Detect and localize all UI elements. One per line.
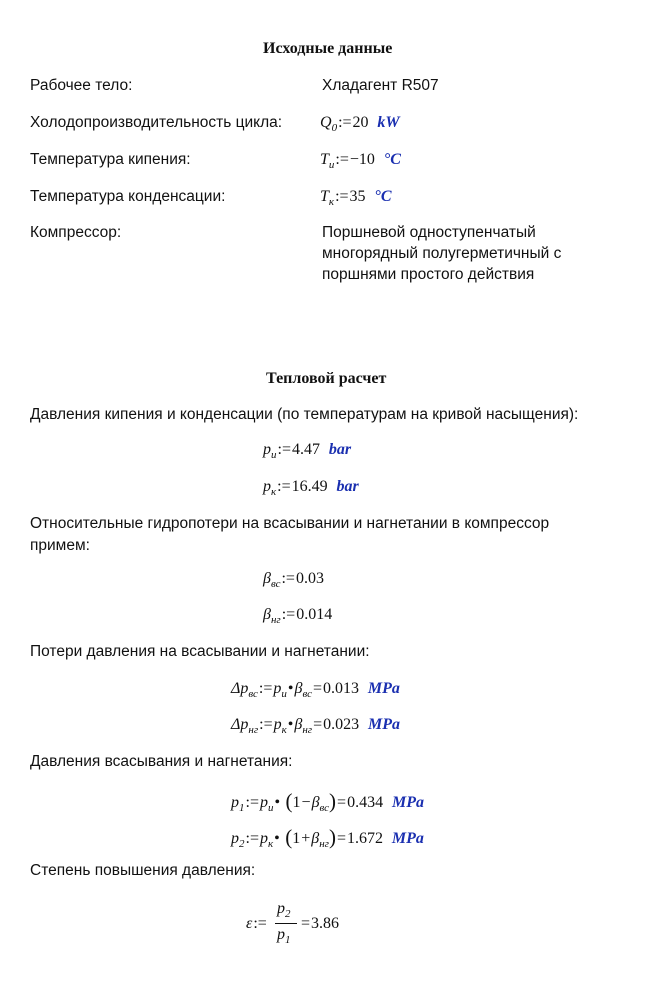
operand-b-sub: нг <box>302 724 313 736</box>
denominator-symbol: p <box>277 926 285 943</box>
compressor-line-3: поршнями простого действия <box>322 266 535 283</box>
subscript: вс <box>270 578 281 590</box>
assign-op: := <box>258 680 273 697</box>
paren-close: ) <box>328 825 336 849</box>
operand-a-sub: к <box>281 724 287 736</box>
value: 35 <box>349 188 366 205</box>
unit: °C <box>383 151 401 168</box>
denominator <box>277 926 291 944</box>
assign-op: := <box>281 570 295 587</box>
paragraph-suction-discharge: Давления всасывания и нагнетания: <box>30 753 293 770</box>
operand-a-sub: и <box>281 688 287 700</box>
unit: MPa <box>368 716 401 733</box>
symbol: p <box>231 794 239 811</box>
label-boiling-temp: Температура кипения: <box>30 151 191 168</box>
result: 1.672 <box>346 830 383 847</box>
assign-op: := <box>259 716 273 733</box>
equals-op: = <box>313 716 323 733</box>
assign-op: := <box>335 151 349 168</box>
subscript: нг <box>270 614 281 626</box>
eq-p1 <box>231 788 424 813</box>
symbol: Q <box>320 114 332 131</box>
eq-epsilon-lhs <box>246 915 268 933</box>
assign-op: := <box>277 441 291 458</box>
label-cooling-capacity: Холодопроизводительность цикла: <box>30 114 283 131</box>
calc-section-title: Тепловой расчет <box>266 370 387 387</box>
operand-b: β <box>311 830 320 847</box>
paragraph-pressure-loss: Потери давления на всасывании и нагнетании: <box>30 643 370 660</box>
symbol: T <box>320 188 329 205</box>
eq-pu <box>263 441 351 459</box>
subscript: вс <box>248 688 258 700</box>
symbol: p <box>231 830 239 847</box>
operand-a-sub: к <box>267 838 274 850</box>
equals-op: = <box>336 830 346 847</box>
paragraph-losses-line-1: Относительные гидропотери на всасывании и нагнетании в компрессор <box>30 515 550 532</box>
eq-beta-ng <box>263 606 332 624</box>
sign-op: + <box>301 830 311 847</box>
unit: kW <box>377 114 400 131</box>
symbol: ε <box>246 915 253 932</box>
operand-a: p <box>259 794 268 811</box>
compressor-line-2: многорядный полугерметичный с <box>322 245 562 262</box>
subscript: 0 <box>331 122 338 134</box>
unit: °C <box>374 188 392 205</box>
subscript: и <box>328 159 335 171</box>
value: 20 <box>352 114 369 131</box>
eq-epsilon-rhs <box>300 915 339 933</box>
result: 0.013 <box>323 680 359 697</box>
subscript: 2 <box>239 838 245 850</box>
symbol: p <box>263 478 271 495</box>
equals-op: = <box>301 915 311 932</box>
fraction-bar <box>275 923 297 924</box>
equals-op: = <box>312 680 322 697</box>
numerator-sub: 2 <box>285 908 291 920</box>
paragraph-losses-line-2: примем: <box>30 537 90 554</box>
value: 16.49 <box>291 478 328 495</box>
one: 1 <box>292 830 301 847</box>
label-compressor: Компрессор: <box>30 224 122 241</box>
value: 0.014 <box>296 606 333 623</box>
subscript: и <box>271 449 277 461</box>
value: 0.03 <box>295 570 324 587</box>
subscript: 1 <box>239 802 245 814</box>
one: 1 <box>292 794 301 811</box>
operand-a: p <box>273 716 282 733</box>
assign-op: := <box>338 114 352 131</box>
eq-dp-vs <box>231 680 400 698</box>
assign-op: := <box>245 794 259 811</box>
paren-open: ( <box>285 789 293 813</box>
operand-b-sub: вс <box>319 802 330 814</box>
value-working-fluid: Хладагент R507 <box>322 77 439 94</box>
eq-pk <box>263 478 359 496</box>
unit: MPa <box>367 680 400 697</box>
symbol: Δp <box>231 716 249 733</box>
numerator <box>277 900 291 918</box>
result: 0.023 <box>323 716 360 733</box>
assign-op: := <box>281 606 296 623</box>
subscript: к <box>328 196 335 208</box>
subscript: к <box>271 486 277 498</box>
operand-b-sub: вс <box>302 688 312 700</box>
mult-op: • <box>274 794 281 811</box>
input-section-title: Исходные данные <box>263 40 393 57</box>
sign-op: − <box>301 794 311 811</box>
symbol: β <box>263 570 271 587</box>
subscript: нг <box>248 724 259 736</box>
assign-op: := <box>253 915 267 932</box>
mult-op: • <box>274 830 280 847</box>
unit: bar <box>336 478 359 495</box>
eq-p2 <box>231 824 424 849</box>
eq-boiling-temp <box>320 151 401 169</box>
unit: bar <box>328 441 352 458</box>
operand-b: β <box>311 794 320 811</box>
assign-op: := <box>245 830 259 847</box>
paragraph-pressure-ratio: Степень повышения давления: <box>30 862 256 879</box>
value: −10 <box>349 151 375 168</box>
numerator-symbol: p <box>277 900 285 917</box>
assign-op: := <box>335 188 349 205</box>
denominator-sub: 1 <box>285 934 291 946</box>
result: 0.434 <box>347 794 384 811</box>
equals-op: = <box>337 794 347 811</box>
symbol: Δp <box>231 680 249 697</box>
label-working-fluid: Рабочее тело: <box>30 77 133 94</box>
assign-op: := <box>277 478 291 495</box>
mult-op: • <box>287 716 294 733</box>
operand-a: p <box>259 830 268 847</box>
result: 3.86 <box>311 915 340 932</box>
paragraph-pressures: Давления кипения и конденсации (по температурам на кривой насыщения): <box>30 406 579 423</box>
symbol: T <box>320 151 329 168</box>
mult-op: • <box>287 680 294 697</box>
operand-b: β <box>294 680 303 697</box>
unit: MPa <box>391 794 424 811</box>
paren-open: ( <box>285 825 293 849</box>
fraction <box>275 900 299 950</box>
eq-condensing-temp <box>320 188 392 206</box>
symbol: β <box>263 606 271 623</box>
eq-dp-ng <box>231 716 400 734</box>
label-condensing-temp: Температура конденсации: <box>30 188 226 205</box>
compressor-line-1: Поршневой одноступенчатый <box>322 224 536 241</box>
operand-b-sub: нг <box>319 838 329 850</box>
operand-a: p <box>273 680 282 697</box>
value: 4.47 <box>291 441 320 458</box>
symbol: p <box>263 441 271 458</box>
paren-close: ) <box>329 789 337 813</box>
unit: MPa <box>391 830 424 847</box>
operand-a-sub: и <box>267 802 274 814</box>
eq-beta-vs <box>263 570 324 588</box>
operand-b: β <box>294 716 303 733</box>
eq-cooling-capacity <box>320 114 400 132</box>
